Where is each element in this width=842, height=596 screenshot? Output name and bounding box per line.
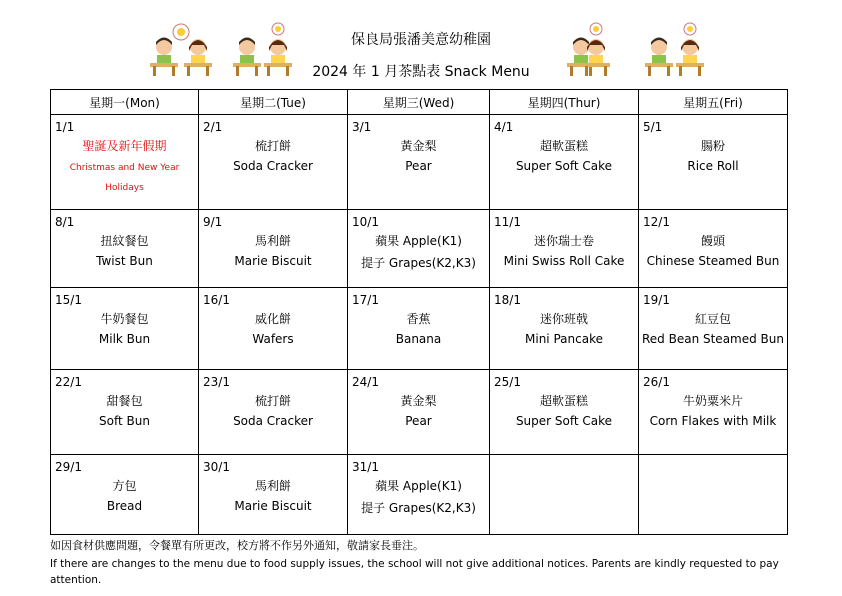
notice-english: If there are changes to the menu due to food supply issues, the school will not give additional notices. Parents are kindly requested to pay attention. — [50, 558, 779, 586]
week-row — [51, 455, 788, 535]
snack-name-zh: 迷你瑞士卷 — [533, 234, 594, 248]
snack-name-en: Super Soft Cake — [515, 159, 613, 173]
day-cell — [639, 370, 788, 455]
snack-name-zh: 黃金梨 — [400, 139, 437, 153]
day-cell — [490, 288, 639, 370]
week-row — [51, 370, 788, 455]
snack-name-en: 提子 Grapes(K2,K3) — [361, 256, 476, 270]
day-cell — [51, 455, 199, 535]
day-cell — [639, 210, 788, 288]
snack-name-zh: 方包 — [112, 479, 137, 493]
snack-name-en: Red Bean Steamed Bun — [641, 332, 784, 346]
week-row — [51, 115, 788, 210]
snack-name-en: 提子 Grapes(K2,K3) — [361, 501, 476, 515]
date-label: 12/1 — [643, 215, 670, 229]
snack-name-en: Bread — [106, 499, 143, 513]
snack-name-zh: 牛奶餐包 — [100, 312, 149, 326]
date-label: 23/1 — [203, 375, 230, 389]
snack-name-en: Pear — [405, 159, 432, 173]
snack-menu-table — [50, 89, 788, 535]
date-label: 10/1 — [352, 215, 379, 229]
day-cell — [639, 455, 788, 535]
snack-name-zh: 梳打餅 — [254, 394, 291, 408]
day-cell — [199, 115, 348, 210]
snack-name-en: Pear — [405, 414, 432, 428]
menu-title: 2024 年 1 月茶點表 Snack Menu — [312, 64, 530, 80]
day-cell — [348, 455, 490, 535]
snack-name-en: Milk Bun — [98, 332, 151, 346]
date-label: 22/1 — [55, 375, 82, 389]
date-label: 2/1 — [203, 120, 223, 134]
snack-name-zh: 牛奶粟米片 — [682, 394, 743, 408]
snack-name-en: Soft Bun — [99, 414, 150, 428]
snack-name-zh: 香蕉 — [406, 312, 431, 326]
weekday-header: 星期四(Thur) — [490, 90, 639, 115]
notice-chinese: 如因食材供應問題，令餐單有所更改，校方將不作另外通知，敬請家長垂注。 — [50, 539, 424, 552]
snack-name-zh: 超軟蛋糕 — [539, 139, 588, 153]
date-label: 3/1 — [352, 120, 372, 134]
day-cell — [51, 115, 199, 210]
snack-name-zh: 腸粉 — [700, 139, 725, 153]
day-cell — [639, 288, 788, 370]
day-cell — [51, 288, 199, 370]
day-cell — [51, 370, 199, 455]
snack-name-en: Marie Biscuit — [234, 254, 312, 268]
week-row — [51, 288, 788, 370]
day-cell — [199, 370, 348, 455]
snack-name-zh: 黃金梨 — [400, 394, 437, 408]
day-cell — [490, 210, 639, 288]
week-row — [51, 210, 788, 288]
day-cell — [348, 115, 490, 210]
snack-name-en: Mini Swiss Roll Cake — [503, 254, 625, 268]
day-cell — [51, 210, 199, 288]
weekday-header: 星期二(Tue) — [199, 90, 348, 115]
day-cell — [199, 210, 348, 288]
day-cell — [348, 370, 490, 455]
date-label: 8/1 — [55, 215, 75, 229]
weekday-header: 星期五(Fri) — [639, 90, 788, 115]
snack-name-zh: 紅豆包 — [694, 312, 731, 326]
snack-name-zh: 饅頭 — [700, 234, 725, 248]
day-cell — [490, 455, 639, 535]
date-label: 25/1 — [494, 375, 521, 389]
snack-name-en: Soda Cracker — [233, 159, 313, 173]
day-cell — [348, 210, 490, 288]
snack-name-en: Holidays — [105, 183, 144, 193]
snack-name-en: Twist Bun — [96, 254, 153, 268]
snack-name-en: Chinese Steamed Bun — [646, 254, 780, 268]
day-cell — [639, 115, 788, 210]
snack-name-en: Super Soft Cake — [515, 414, 613, 428]
snack-name-en: Corn Flakes with Milk — [649, 414, 777, 428]
date-label: 29/1 — [55, 460, 82, 474]
date-label: 4/1 — [494, 120, 514, 134]
snack-name-zh: 超軟蛋糕 — [539, 394, 588, 408]
date-label: 9/1 — [203, 215, 223, 229]
snack-name-en: Wafers — [252, 332, 294, 346]
snack-name-zh: 聖誕及新年假期 — [82, 139, 167, 153]
date-label: 30/1 — [203, 460, 230, 474]
snack-name-zh: 蘋果 Apple(K1) — [375, 234, 462, 248]
snack-name-en: Banana — [395, 332, 442, 346]
day-cell — [490, 115, 639, 210]
weekday-header-row — [51, 90, 788, 115]
snack-name-en: Marie Biscuit — [234, 499, 312, 513]
date-label: 24/1 — [352, 375, 379, 389]
snack-name-zh: 蘋果 Apple(K1) — [375, 479, 462, 493]
snack-name-zh: 威化餅 — [254, 312, 291, 326]
day-cell — [490, 370, 639, 455]
date-label: 18/1 — [494, 293, 521, 307]
snack-name-en: Rice Roll — [687, 159, 739, 173]
date-label: 19/1 — [643, 293, 670, 307]
snack-name-en: Soda Cracker — [233, 414, 313, 428]
weekday-header: 星期一(Mon) — [51, 90, 199, 115]
snack-name-zh: 甜餐包 — [106, 394, 143, 408]
snack-name-en: Mini Pancake — [525, 332, 603, 346]
weekday-header: 星期三(Wed) — [348, 90, 490, 115]
date-label: 5/1 — [643, 120, 663, 134]
date-label: 16/1 — [203, 293, 230, 307]
snack-name-zh: 馬利餅 — [254, 479, 291, 493]
snack-name-zh: 馬利餅 — [254, 234, 291, 248]
date-label: 26/1 — [643, 375, 670, 389]
date-label: 31/1 — [352, 460, 379, 474]
snack-name-zh: 迷你班戟 — [539, 312, 588, 326]
date-label: 11/1 — [494, 215, 521, 229]
school-name: 保良局張潘美意幼稚園 — [351, 32, 491, 48]
day-cell — [199, 288, 348, 370]
snack-name-en: Christmas and New Year — [69, 163, 180, 173]
date-label: 15/1 — [55, 293, 82, 307]
day-cell — [348, 288, 490, 370]
date-label: 1/1 — [55, 120, 75, 134]
date-label: 17/1 — [352, 293, 379, 307]
day-cell — [199, 455, 348, 535]
snack-name-zh: 扭紋餐包 — [100, 234, 149, 248]
snack-name-zh: 梳打餅 — [254, 139, 291, 153]
